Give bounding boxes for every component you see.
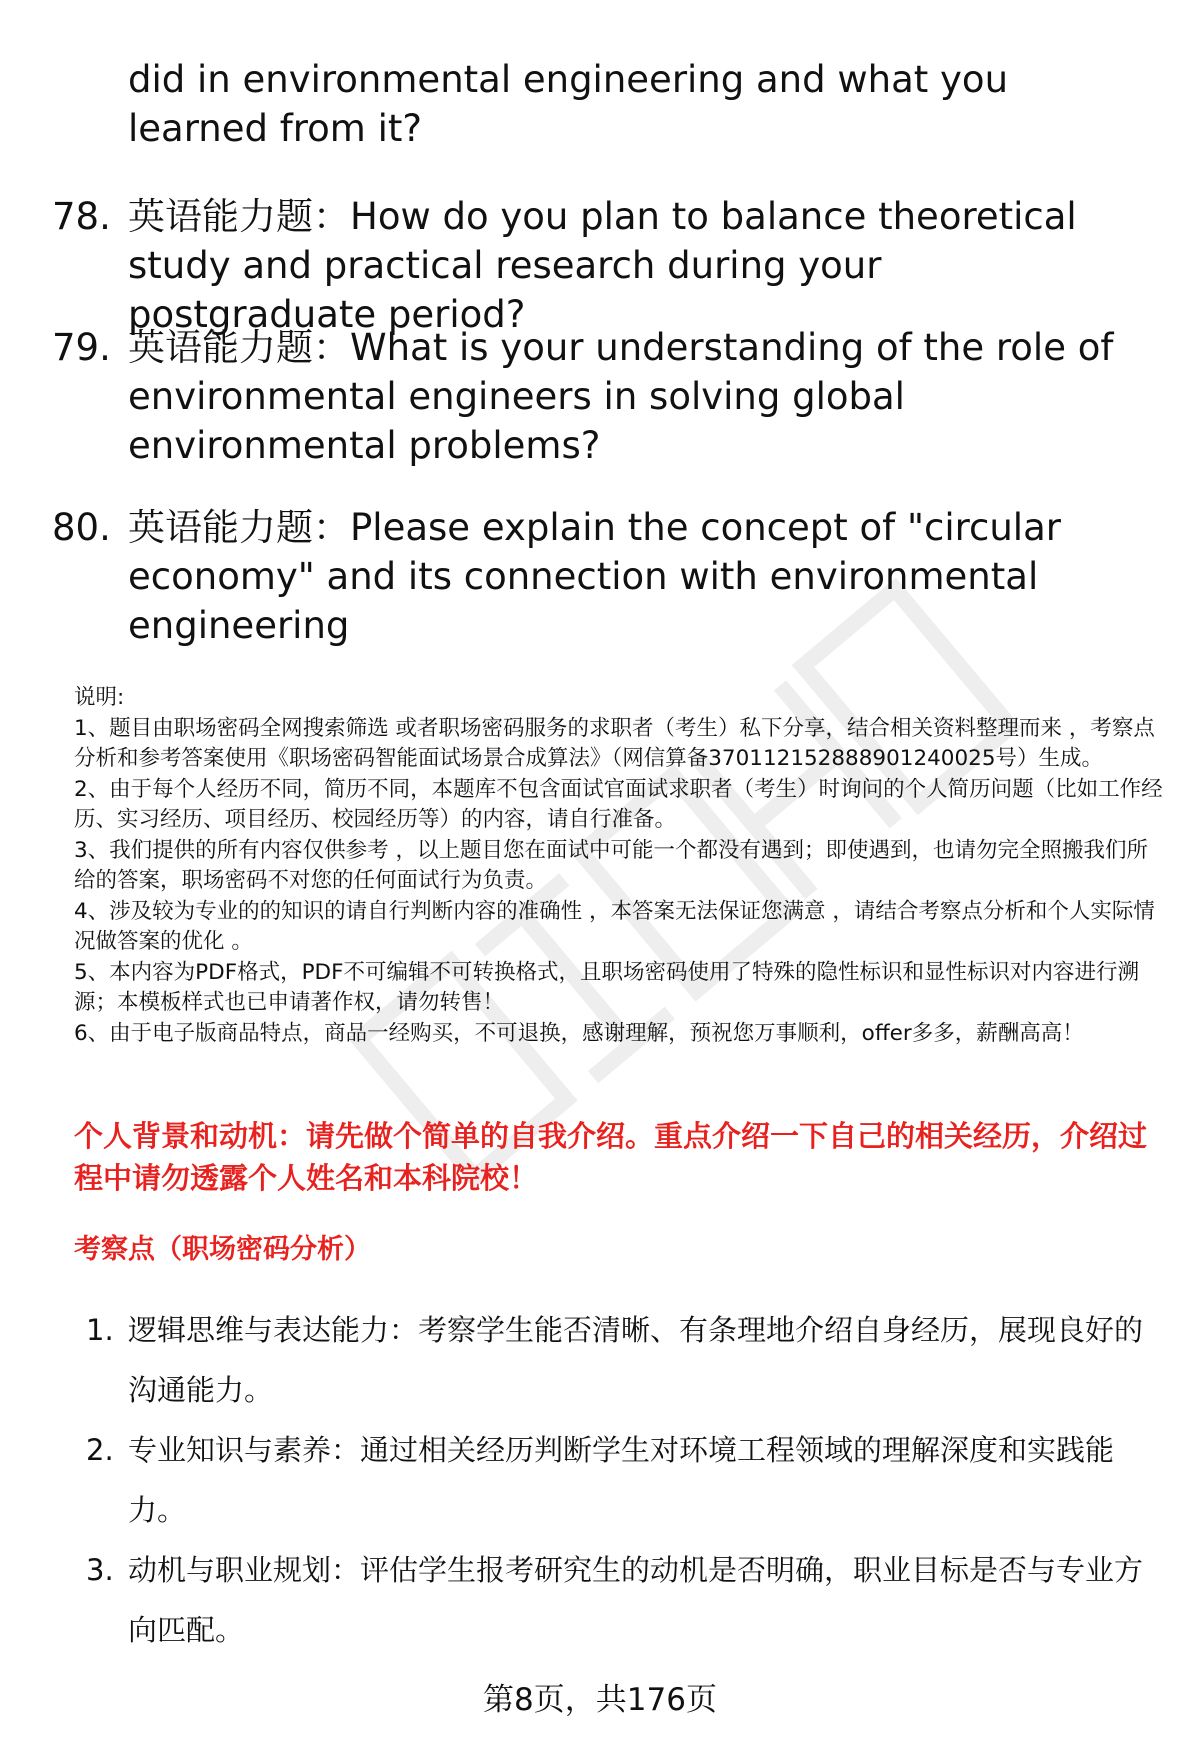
question-text: 英语能力题：What is your understanding of the role of environmental engineers in solving global environmental problems?: [128, 326, 1114, 467]
assessment-point: [74, 1420, 1164, 1540]
section-subheading: 考察点（职场密码分析）: [74, 1234, 371, 1265]
question-number: 80.: [52, 506, 111, 549]
note-line: 3、我们提供的所有内容仅供参考 ，以上题目您在面试中可能一个都没有遇到；即使遇到，也请勿完全照搬我们所给的答案，职场密码不对您的任何面试行为负责。: [74, 837, 1149, 893]
point-number: 1.: [86, 1313, 114, 1347]
note-line: 1、题目由职场密码全网搜索筛选 或者职场密码服务的求职者（考生）私下分享，结合相关资料整理而来 ，考察点分析和参考答案使用《职场密码智能面试场景合成算法》（网信算备370112152888901240025号）生成。: [74, 715, 1155, 771]
assessment-points: [74, 1300, 1164, 1660]
note-line: 4、涉及较为专业的的知识的请自行判断内容的准确性 ，本答案无法保证您满意 ，请结合考察点分析和个人实际情况做答案的优化 。: [74, 898, 1155, 954]
question-item: [52, 323, 1132, 470]
notes-title: 说明:: [74, 685, 125, 710]
notes-section: [74, 683, 1164, 1049]
point-number: 3.: [86, 1553, 114, 1587]
question-item: [52, 503, 1132, 650]
question-number: 79.: [52, 326, 111, 369]
point-text: 逻辑思维与表达能力：考察学生能否清晰、有条理地介绍自身经历，展现良好的沟通能力。: [128, 1313, 1144, 1407]
question-text: 英语能力题：How do you plan to balance theoretical study and practical research during your postgraduate period?: [128, 195, 1077, 336]
point-text: 动机与职业规划：评估学生报考研究生的动机是否明确，职业目标是否与专业方向匹配。: [128, 1553, 1144, 1647]
section-heading: 个人背景和动机：请先做个简单的自我介绍。重点介绍一下自己的相关经历，介绍过程中请勿透露个人姓名和本科院校！: [74, 1119, 1148, 1195]
page-number-footer: 第8页，共176页: [483, 1682, 717, 1718]
note-line: 6、由于电子版商品特点，商品一经购买，不可退换，感谢理解，预祝您万事顺利，offer多多，薪酬高高！: [74, 1020, 1084, 1046]
point-text: 专业知识与素养：通过相关经历判断学生对环境工程领域的理解深度和实践能力。: [128, 1433, 1115, 1527]
question-item: [52, 192, 1132, 339]
note-line: 2、由于每个人经历不同，简历不同，本题库不包含面试官面试求职者（考生）时询问的个人简历问题（比如工作经历、实习经历、项目经历、校园经历等）的内容，请自行准备。: [74, 776, 1163, 832]
point-number: 2.: [86, 1433, 114, 1467]
question-text: 英语能力题：Please explain the concept of "circular economy" and its connection with environmental engineering: [128, 506, 1061, 647]
question-continuation: did in environmental engineering and what you learned from it?: [128, 58, 1009, 150]
assessment-point: [74, 1540, 1164, 1660]
question-number: 78.: [52, 195, 111, 238]
assessment-point: [74, 1300, 1164, 1420]
note-line: 5、本内容为PDF格式，PDF不可编辑不可转换格式，且职场密码使用了特殊的隐性标识和显性标识对内容进行溯源；本模板样式也已申请著作权，请勿转售！: [74, 959, 1139, 1015]
